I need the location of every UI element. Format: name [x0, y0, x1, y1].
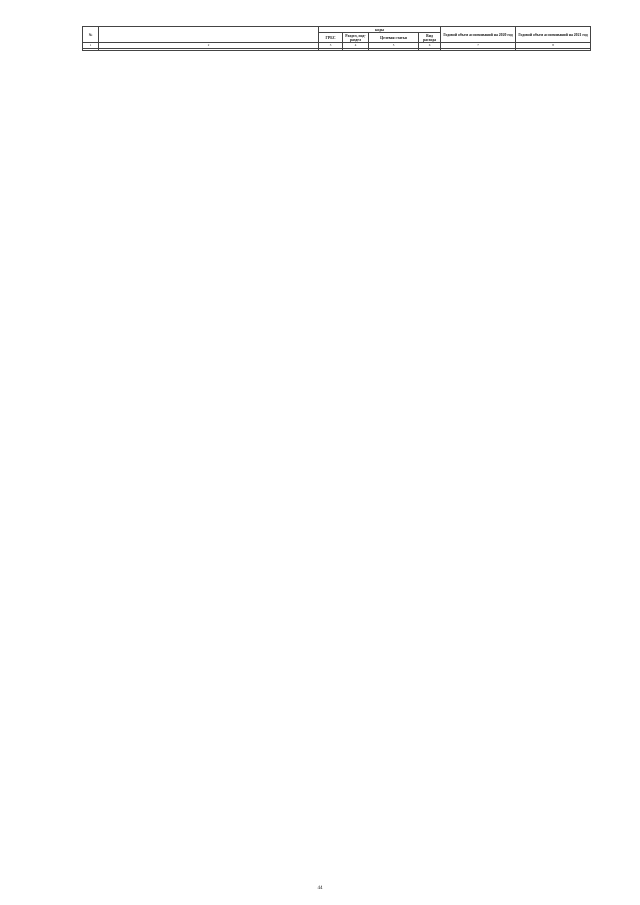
colnum: 2 — [99, 43, 319, 49]
row-razdel-cell — [343, 48, 369, 50]
row-vr-cell — [419, 48, 441, 50]
table-body — [83, 48, 591, 50]
row-number-cell — [83, 48, 99, 50]
header-grbs: ГРБС — [319, 33, 343, 43]
colnum: 1 — [83, 43, 99, 49]
colnum: 6 — [419, 43, 441, 49]
header-year-2020: Годовой объем ассигнований на 2020 год — [441, 27, 516, 43]
header-codes: коды — [319, 27, 441, 33]
colnum: 7 — [441, 43, 516, 49]
colnum: 4 — [343, 43, 369, 49]
header-razdel: Раздел, под-раздел — [343, 33, 369, 43]
colnum: 8 — [516, 43, 591, 49]
colnum: 5 — [369, 43, 419, 49]
header-year-2021: Годовой объем ассигнований на 2021 год — [516, 27, 591, 43]
page-number: 44 — [317, 886, 323, 891]
colnum: 3 — [319, 43, 343, 49]
row-name-cell — [99, 48, 319, 50]
row-amount-2021-cell — [516, 48, 591, 50]
table-row — [83, 48, 591, 50]
header-cs: Целевая статья — [369, 33, 419, 43]
budget-table — [82, 26, 591, 51]
row-amount-2020-cell — [441, 48, 516, 50]
row-grbs-cell — [319, 48, 343, 50]
header-num: № — [83, 27, 99, 43]
row-cs-cell — [369, 48, 419, 50]
header-blank — [99, 27, 319, 43]
header-vr: Вид расхода — [419, 33, 441, 43]
document-page — [82, 26, 590, 51]
